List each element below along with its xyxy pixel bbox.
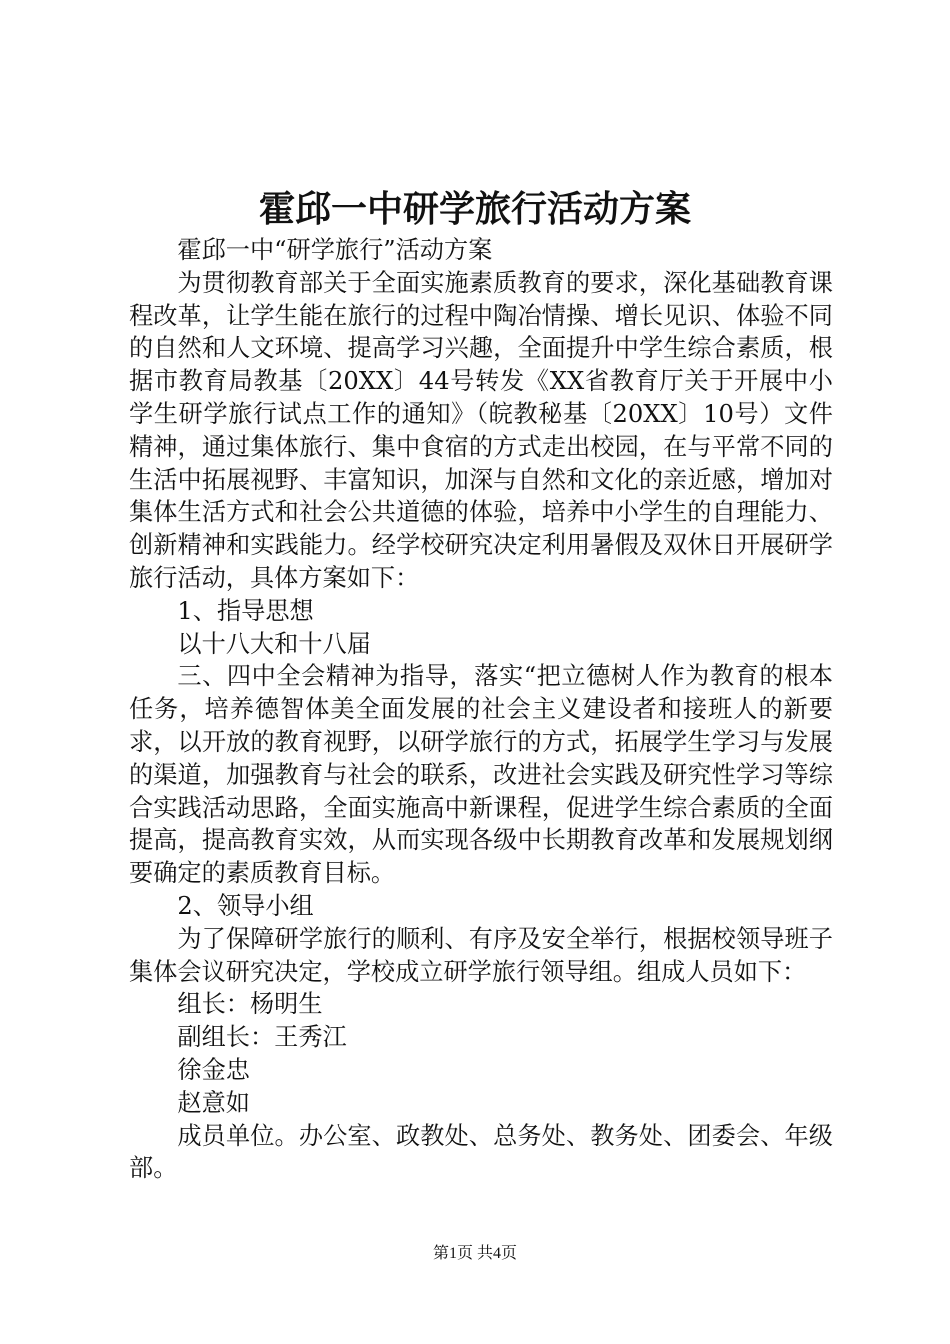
section-heading-leadership-group: 2、领导小组 <box>177 891 314 920</box>
group-leader-line: 组长：杨明生 <box>177 990 323 1019</box>
deputy-leader-line: 副组长：王秀江 <box>177 1023 347 1052</box>
guiding-thought-paragraph: 三、四中全会精神为指导，落实“把立德树人作为教育的根本任务，培养德智体美全面发展的社会主义建设者和接班人的新要求，以开放的教育视野，以研学旅行的方式，拓展学生学习与发展的渠道，加强教育与社会的联系，改进社会实践及研究性学习等综合实践活动思路，全面实施高中新课程，促进学生综合素质的全面提高，提高教育实效，从而实现各级中长期教育改革和发展规划纲要确定的素质教育目标。 <box>129 662 833 888</box>
guiding-thought-line: 以十八大和十八届 <box>177 629 371 658</box>
section-heading-guiding-thought: 1、指导思想 <box>177 596 314 625</box>
member-name-line: 赵意如 <box>177 1088 250 1117</box>
document-body <box>129 234 833 1185</box>
leadership-group-paragraph: 为了保障研学旅行的顺利、有序及安全举行，根据校领导班子集体会议研究决定，学校成立研学旅行领导组。组成人员如下： <box>129 924 833 986</box>
subtitle-paragraph: 霍邱一中“研学旅行”活动方案 <box>177 236 493 264</box>
document-title: 霍邱一中研学旅行活动方案 <box>258 188 691 230</box>
intro-paragraph: 为贯彻教育部关于全面实施素质教育的要求，深化基础教育课程改革，让学生能在旅行的过程中陶冶情操、增长见识、体验不同的自然和人文环境、提高学习兴趣，全面提升中学生综合素质，根据市教育局教基〔20XX〕44号转发《XX省教育厅关于开展中小学生研学旅行试点工作的通知》（皖教秘基〔20XX〕10号）文件精神，通过集体旅行、集中食宿的方式走出校园，在与平常不同的生活中拓展视野、丰富知识，加深与自然和文化的亲近感，增加对集体生活方式和社会公共道德的体验，培养中小学生的自理能力、创新精神和实践能力。经学校研究决定利用暑假及双休日开展研学旅行活动，具体方案如下： <box>129 268 833 592</box>
member-name-line: 徐金忠 <box>177 1055 250 1084</box>
page-number-footer: 第1页 共4页 <box>432 1245 517 1262</box>
member-units-paragraph: 成员单位。办公室、政教处、总务处、教务处、团委会、年级部。 <box>129 1121 833 1183</box>
